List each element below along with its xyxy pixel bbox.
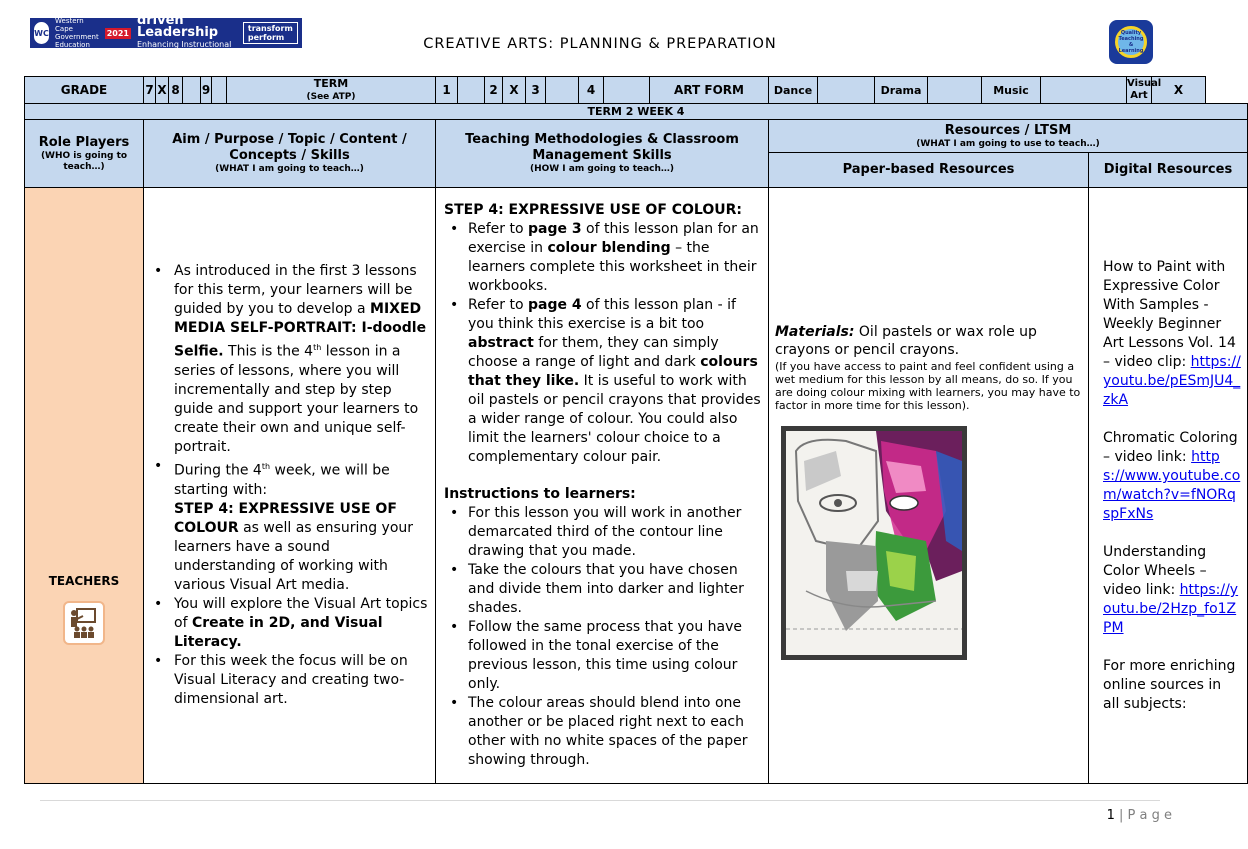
term-1: 1 bbox=[436, 77, 458, 104]
digital-resource-item: For more enriching online sources in all subjects: bbox=[1103, 658, 1236, 712]
art-form-label: ART FORM bbox=[650, 77, 769, 104]
grade-7: 7 bbox=[144, 77, 156, 104]
method-item: • Refer to page 3 of this lesson plan for an exercise in colour blending – the learners complete this worksheet in their workbooks. bbox=[436, 220, 768, 296]
term-2-mark: X bbox=[503, 77, 526, 104]
art-form-music: Music bbox=[982, 77, 1041, 104]
instructions-heading: Instructions to learners: bbox=[444, 486, 636, 502]
music-mark bbox=[1041, 77, 1127, 104]
term-1-mark bbox=[458, 77, 485, 104]
page-title: CREATIVE ARTS: PLANNING & PREPARATION bbox=[423, 36, 777, 52]
grade-9-mark bbox=[212, 77, 227, 104]
role-player-label: TEACHERS bbox=[48, 574, 120, 588]
header-role-players: Role Players (WHO is going to teach…) bbox=[25, 120, 144, 188]
term-4: 4 bbox=[579, 77, 604, 104]
instruction-item: • The colour areas should blend into one another or be placed right next to each other with no white spaces of the paper showing through. bbox=[436, 694, 768, 770]
planning-table bbox=[24, 76, 1248, 784]
term-label: TERM (See ATP) bbox=[227, 77, 436, 104]
aim-item: • As introduced in the first 3 lessons for this term, your learners will be guided by you to develop a MIXED MEDIA SELF-PORTRAIT: I-doodle Selfie. This is the 4th lesson in a series of lessons, where you will incrementally and step by step guide and support your learners to create their own and unique self-portrait. bbox=[144, 262, 435, 457]
grade-9: 9 bbox=[201, 77, 212, 104]
video-link-chromatic-coloring[interactable]: https://www.youtube.com/watch?v=fNORqspFxNs bbox=[1103, 449, 1241, 522]
page-footer: 1 | P a g e bbox=[1106, 808, 1172, 823]
digital-resources-cell bbox=[1089, 188, 1248, 784]
art-form-dance: Dance bbox=[769, 77, 818, 104]
instruction-item: • Follow the same process that you have followed in the tonal exercise of the previous lesson, this time using colour only. bbox=[436, 618, 768, 694]
term-3: 3 bbox=[526, 77, 546, 104]
department-name: Western Cape Government Education bbox=[55, 17, 99, 49]
term-week-banner: TERM 2 WEEK 4 bbox=[25, 104, 1248, 120]
visual-art-mark: X bbox=[1152, 77, 1206, 104]
grade-7-mark: X bbox=[156, 77, 169, 104]
grade-label: GRADE bbox=[25, 77, 144, 104]
term-3-mark bbox=[546, 77, 579, 104]
term-2: 2 bbox=[485, 77, 503, 104]
header-paper-resources: Paper-based Resources bbox=[769, 153, 1089, 188]
transform-perform-logo: transform perform bbox=[243, 22, 298, 44]
page-number: 1 bbox=[1106, 808, 1115, 823]
example-self-portrait-image bbox=[781, 426, 967, 660]
instruction-item: • Take the colours that you have chosen and divide them into darker and lighter shades. bbox=[436, 561, 768, 618]
header-resources: Resources / LTSM (WHAT I am going to use to teach…) bbox=[769, 120, 1248, 153]
term-4-mark bbox=[604, 77, 650, 104]
header-aim: Aim / Purpose / Topic / Content / Concepts / Skills (WHAT I am going to teach…) bbox=[144, 120, 436, 188]
video-link-color-wheels[interactable]: https://youtu.be/2Hzp_fo1ZPM bbox=[1103, 582, 1239, 636]
aim-content-cell bbox=[144, 188, 436, 784]
leadership-logo: Values-driven Leadership Enhancing Instructional Leadership bbox=[136, 1, 232, 61]
art-form-visual-art: Visual Art bbox=[1127, 77, 1152, 104]
art-form-drama: Drama bbox=[875, 77, 928, 104]
grade-8: 8 bbox=[169, 77, 183, 104]
wcg-logo: WC bbox=[34, 22, 49, 44]
digital-resource-item: How to Paint with Expressive Color With Samples - Weekly Beginner Art Lessons Vol. 14 – video clip: https://youtu.be/pESmJU4_zkA bbox=[1103, 259, 1241, 408]
video-link-expressive-color[interactable]: https://youtu.be/pESmJU4_zkA bbox=[1103, 354, 1241, 408]
role-player-cell bbox=[25, 188, 144, 784]
step-heading: STEP 4: EXPRESSIVE USE OF COLOUR: bbox=[444, 202, 742, 218]
digital-resource-item: Understanding Color Wheels – video link: https://youtu.be/2Hzp_fo1ZPM bbox=[1103, 544, 1239, 636]
header-digital-resources: Digital Resources bbox=[1089, 153, 1248, 188]
grade-8-mark bbox=[183, 77, 201, 104]
footer-divider bbox=[40, 800, 1160, 801]
method-item: • Refer to page 4 of this lesson plan - if you think this exercise is a bit too abstract for them, they can simply choose a range of light and dark colours that they like. It is useful to work with oil pastels or pencil crayons that provides a wider range of colour. You could also limit the learners' colour choice to a complementary colour pair. bbox=[436, 296, 768, 467]
teacher-presentation-icon bbox=[63, 601, 105, 645]
aim-item: • During the 4th week, we will be starting with: STEP 4: EXPRESSIVE USE OF COLOUR as well as ensuring your learners have a sound understanding of working with various Visual Art media. bbox=[144, 457, 435, 595]
aim-item: • For this week the focus will be on Visual Literacy and creating two-dimensional art. bbox=[144, 652, 435, 709]
aim-item: • You will explore the Visual Art topics of Create in 2D, and Visual Literacy. bbox=[144, 595, 435, 652]
quality-teaching-logo: Quality Teaching & Learning bbox=[1109, 20, 1153, 64]
instruction-item: • For this lesson you will work in another demarcated third of the contour line drawing that you made. bbox=[436, 504, 768, 561]
year-badge: 2021 bbox=[106, 28, 129, 38]
digital-resource-item: Chromatic Coloring – video link: https://www.youtube.com/watch?v=fNORqspFxNs bbox=[1103, 430, 1241, 522]
header-methodologies: Teaching Methodologies & Classroom Management Skills (HOW I am going to teach…) bbox=[436, 120, 769, 188]
dance-mark bbox=[818, 77, 875, 104]
materials-note: (If you have access to paint and feel confident using a wet medium for this lesson by all means, do so. If you are doing colour mixing with learners, you may have to factor in more time for this lesson). bbox=[775, 360, 1081, 412]
materials-text: Materials: Oil pastels or wax role up crayons or pencil crayons. bbox=[775, 324, 1037, 358]
paper-resources-cell bbox=[769, 188, 1089, 784]
drama-mark bbox=[928, 77, 982, 104]
methodology-content-cell bbox=[436, 188, 769, 784]
